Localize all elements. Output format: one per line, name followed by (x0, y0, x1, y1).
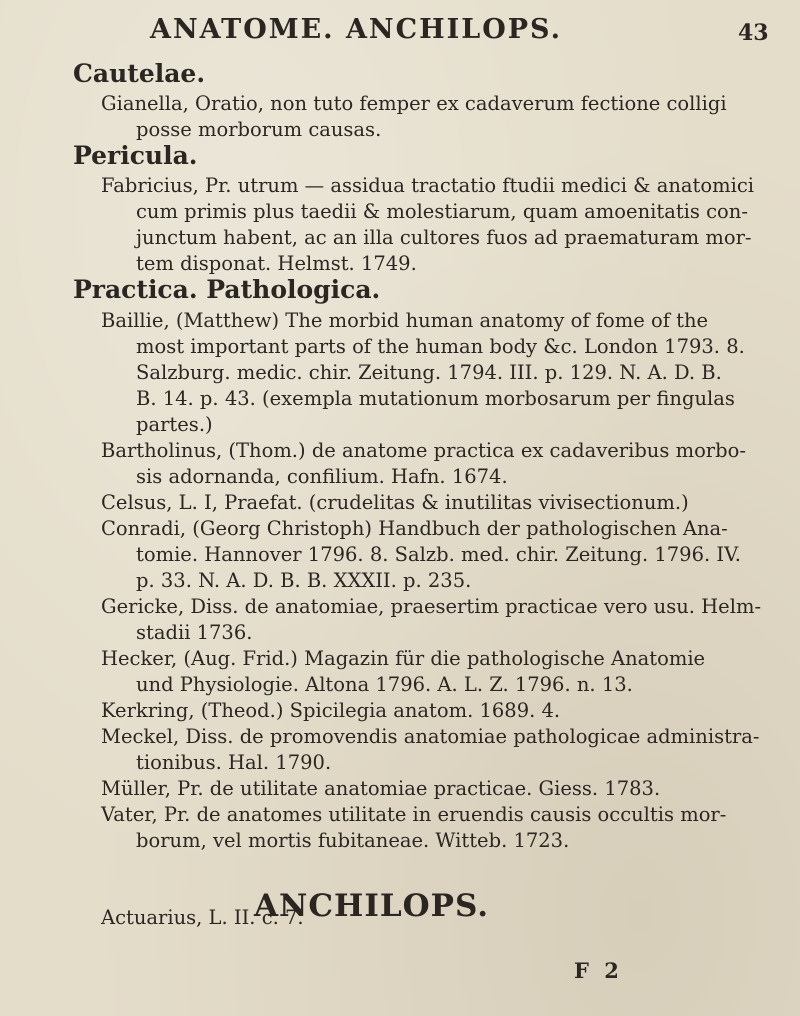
page-number: 43 (738, 20, 769, 46)
text-line: Meckel, Diss. de promovendis anatomiae pathologicae administra- (101, 725, 760, 748)
text-line: Vater, Pr. de anatomes utilitate in eruendis causis occultis mor- (101, 803, 727, 826)
text-line: posse morborum causas. (136, 118, 382, 141)
text-line: most important parts of the human body &c. London 1793. 8. (136, 335, 745, 358)
text-line: sis adornanda, confilium. Hafn. 1674. (136, 465, 508, 488)
text-line: cum primis plus taedii & molestiarum, quam amoenitatis con- (136, 200, 748, 223)
text-line: B. 14. p. 43. (exempla mutationum morbosarum per fingulas (136, 387, 735, 410)
text-line: Actuarius, L. II. c. 7. (101, 906, 304, 929)
text-line: partes.) (136, 413, 213, 436)
section-heading-cautelae: Cautelae. (73, 59, 206, 88)
signature-mark: F 2 (574, 958, 623, 983)
text-line: Hecker, (Aug. Frid.) Magazin für die pathologische Anatomie (101, 647, 706, 670)
text-line: Celsus, L. I, Praefat. (crudelitas & inutilitas vivisectionum.) (101, 491, 689, 514)
text-line: tomie. Hannover 1796. 8. Salzb. med. chir. Zeitung. 1796. IV. (136, 543, 741, 566)
text-line: Fabricius, Pr. utrum — assidua tractatio ftudii medici & anatomici (101, 174, 754, 197)
section-heading-anchilops: ANCHILOPS. (254, 888, 490, 924)
text-line: p. 33. N. A. D. B. B. XXXII. p. 235. (136, 569, 472, 592)
text-line: Gericke, Diss. de anatomiae, praesertim practicae vero usu. Helm- (101, 595, 762, 618)
text-line: Bartholinus, (Thom.) de anatome practica ex cadaveribus morbo- (101, 439, 746, 462)
text-line: und Physiologie. Altona 1796. A. L. Z. 1796. n. 13. (136, 673, 633, 696)
text-line: stadii 1736. (136, 621, 253, 644)
section-heading-pericula: Pericula. (73, 141, 198, 170)
text-line: Conradi, (Georg Christoph) Handbuch der pathologischen Ana- (101, 517, 728, 540)
text-line: Gianella, Oratio, non tuto femper ex cadaverum fectione colligi (101, 92, 727, 115)
running-head: ANATOME. ANCHILOPS. (150, 14, 562, 45)
text-line: tionibus. Hal. 1790. (136, 751, 332, 774)
text-line: junctum habent, ac an illa cultores fuos ad praematuram mor- (136, 226, 752, 249)
text-line: Kerkring, (Theod.) Spicilegia anatom. 1689. 4. (101, 699, 561, 722)
section-heading-practica-pathologica: Practica. Pathologica. (73, 275, 381, 304)
text-line: tem disponat. Helmst. 1749. (136, 252, 417, 275)
text-line: Müller, Pr. de utilitate anatomiae practicae. Giess. 1783. (101, 777, 661, 800)
text-line: borum, vel mortis fubitaneae. Witteb. 1723. (136, 829, 570, 852)
text-line: Baillie, (Matthew) The morbid human anatomy of fome of the (101, 309, 709, 332)
text-line: Salzburg. medic. chir. Zeitung. 1794. III. p. 129. N. A. D. B. (136, 361, 722, 384)
